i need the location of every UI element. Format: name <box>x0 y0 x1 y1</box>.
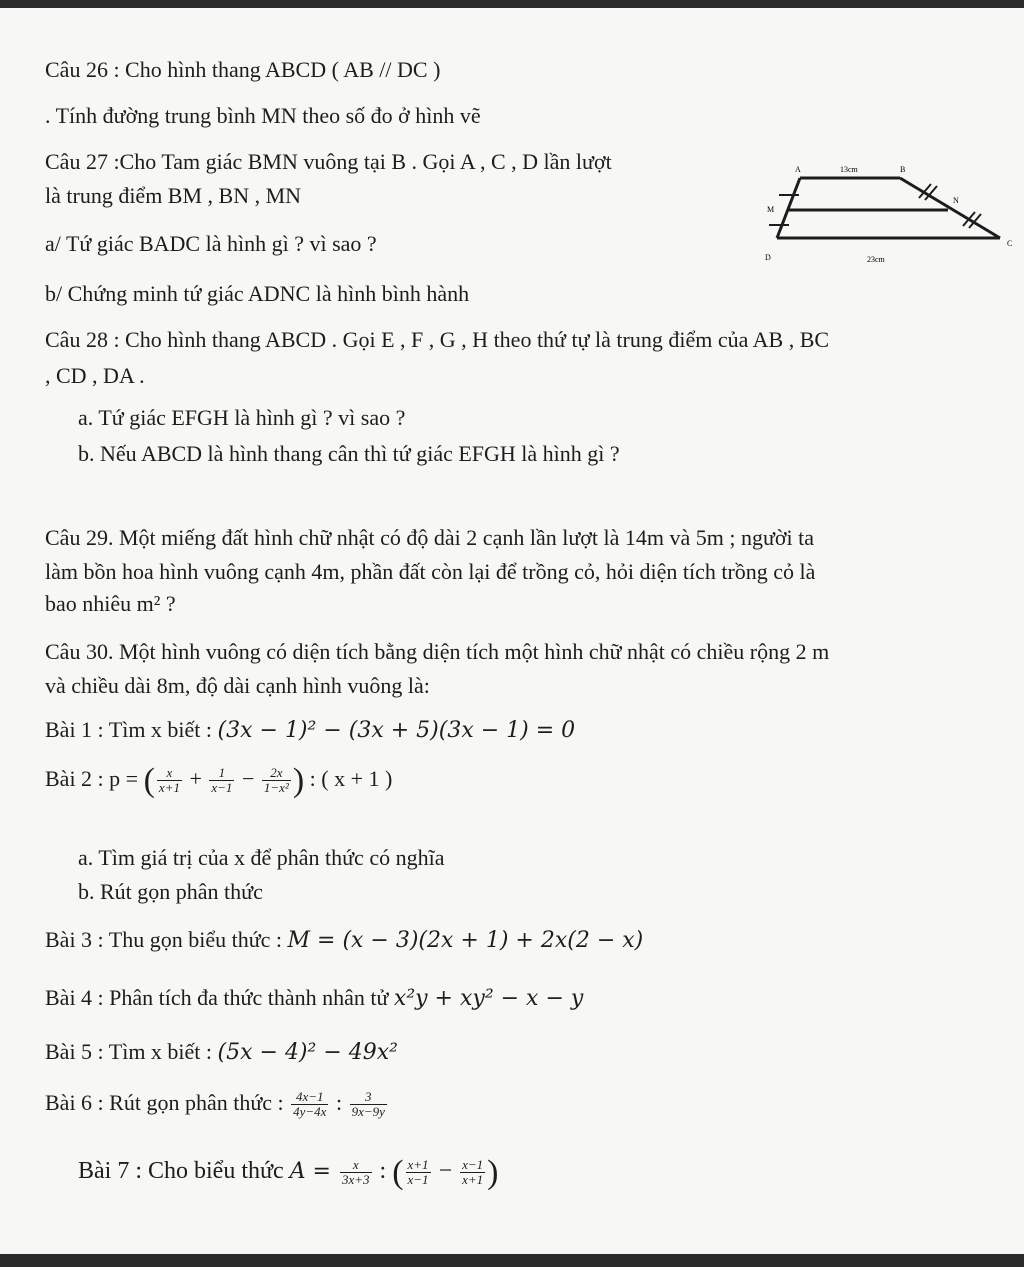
bai4-expression: x²y + xy² − x − y <box>393 986 584 1011</box>
close-paren: ) <box>292 762 305 799</box>
label-b: B <box>900 165 906 174</box>
bai4 <box>45 986 583 1011</box>
label-m: M <box>767 205 775 214</box>
fraction-numerator: 3 <box>350 1090 387 1105</box>
q28-b: b. Nếu ABCD là hình thang cân thì tứ giác EFGH là hình gì ? <box>78 441 620 466</box>
fraction-denominator: x−1 <box>407 1172 429 1188</box>
q28-line1: Câu 28 : Cho hình thang ABCD . Gọi E , F , G , H theo thứ tự là trung điểm của AB , BC <box>45 327 830 352</box>
bai2-p-eq: p = <box>109 765 144 791</box>
q27-line2: là trung điểm BM , BN , MN <box>45 183 302 208</box>
fraction-denominator: x−1 <box>211 780 233 796</box>
fraction-denominator: x+1 <box>158 780 180 796</box>
label-bottom-length: 23cm <box>867 255 885 264</box>
q27-line1: Câu 27 :Cho Tam giác BMN vuông tại B . Gọi A , C , D lần lượt <box>45 149 612 174</box>
label-a: A <box>795 165 801 174</box>
bai3-expression: M = (x − 3)(2x + 1) + 2x(2 − x) <box>287 928 644 953</box>
bai2-fraction-1 <box>157 766 182 796</box>
q27-a: a/ Tứ giác BADC là hình gì ? vì sao ? <box>45 231 377 256</box>
fraction-numerator: x−1 <box>462 1156 484 1172</box>
bai2: Bài 2 : p = ( $\frac{x}{x+1}$ + $\frac{1}{x-1}$ − $\frac{2x}{\text{1−x²}}$ ) : ( x + 1 ) <box>45 762 393 799</box>
edge-ad <box>777 178 800 238</box>
bai7: Bài 7 : Cho biểu thức A = $\frac{x}{3x+3}$ : ( $\frac{x+1}{x-1}$ − $\frac{x-1}{x+1}$ ) <box>78 1154 499 1191</box>
fraction-numerator: 4x−1 <box>291 1090 328 1105</box>
bai6: Bài 6 : Rút gọn phân thức : $\frac{4x-1}{4y-4x}$ : $\frac{3}{9x-9y}$ <box>45 1089 385 1120</box>
fraction-denominator: 4y−4x <box>293 1104 327 1120</box>
bai7-fraction-1 <box>340 1158 372 1188</box>
q30-line1: Câu 30. Một hình vuông có diện tích bằng diện tích một hình chữ nhật có chiều rộng 2 m <box>45 639 830 664</box>
q29-line1: Câu 29. Một miếng đất hình chữ nhật có độ dài 2 cạnh lần lượt là 14m và 5m ; người ta <box>45 525 815 550</box>
label-c: C <box>1007 239 1013 248</box>
bai1-expression: (3x − 1)² − (3x + 5)(3x − 1) = 0 <box>217 718 576 743</box>
label-top-length: 13cm <box>840 165 858 174</box>
top-bar <box>0 0 1024 8</box>
q28-a: a. Tứ giác EFGH là hình gì ? vì sao ? <box>78 405 406 430</box>
bai3 <box>45 928 643 953</box>
bai7-a-eq: A = <box>289 1159 338 1185</box>
document-page <box>0 8 1024 1254</box>
bai6-fraction-1 <box>291 1090 328 1120</box>
q28-line2: , CD , DA . <box>45 363 145 388</box>
bottom-bar <box>0 1254 1024 1267</box>
bai2-a: a. Tìm giá trị của x để phân thức có nghĩa <box>78 845 445 870</box>
bai5-label: Bài 5 : Tìm x biết : <box>45 1039 218 1064</box>
bai5 <box>45 1040 398 1065</box>
bai1-label: Bài 1 : Tìm x biết : <box>45 717 218 742</box>
fraction-numerator: x <box>340 1158 372 1173</box>
fraction-numerator: 2x <box>262 766 291 781</box>
open-paren: ( <box>392 1154 404 1191</box>
fraction-numerator: x <box>157 766 182 781</box>
fraction-denominator: 3x+3 <box>341 1172 370 1188</box>
bai2-b: b. Rút gọn phân thức <box>78 879 263 904</box>
close-paren: ) <box>487 1154 499 1191</box>
fraction-numerator: x+1 <box>407 1156 429 1172</box>
trapezoid-figure <box>755 158 1024 288</box>
bai7-fraction-3 <box>460 1158 485 1188</box>
fraction-denominator: x+1 <box>462 1172 484 1188</box>
q29-line2: làm bồn hoa hình vuông cạnh 4m, phần đất còn lại để trồng cỏ, hỏi diện tích trồng cỏ là <box>45 559 816 584</box>
q30-line2: và chiều dài 8m, độ dài cạnh hình vuông là: <box>45 673 430 698</box>
q26-line2: . Tính đường trung bình MN theo số đo ở hình vẽ <box>45 103 481 128</box>
bai5-expression: (5x − 4)² − 49x² <box>217 1040 398 1065</box>
bai6-label: Bài 6 : Rút gọn phân thức : <box>45 1089 290 1115</box>
fraction-numerator: 1 <box>209 766 234 781</box>
label-n: N <box>953 196 959 205</box>
label-d: D <box>765 253 771 262</box>
edge-bc <box>900 178 1000 238</box>
bai2-tail: : ( x + 1 ) <box>309 765 393 791</box>
q29-line3: bao nhiêu m² ? <box>45 591 176 616</box>
fraction-denominator: 9x−9y <box>351 1104 385 1120</box>
q26-line1: Câu 26 : Cho hình thang ABCD ( AB // DC ) <box>45 57 441 82</box>
fraction-denominator: 1−x² <box>263 780 289 796</box>
bai7-fraction-2 <box>406 1158 431 1188</box>
q27-b: b/ Chứng minh tứ giác ADNC là hình bình hành <box>45 281 470 306</box>
open-paren: ( <box>143 762 155 799</box>
bai4-label: Bài 4 : Phân tích đa thức thành nhân tử <box>45 985 394 1010</box>
bai6-fraction-2 <box>350 1090 387 1120</box>
bai7-label: Bài 7 : Cho biểu thức <box>78 1158 290 1185</box>
bai3-label: Bài 3 : Thu gọn biểu thức : <box>45 927 288 952</box>
bai2-label: Bài 2 : <box>45 765 110 791</box>
bai2-fraction-3 <box>262 766 291 796</box>
bai2-fraction-2 <box>209 766 234 796</box>
bai1 <box>45 718 575 743</box>
